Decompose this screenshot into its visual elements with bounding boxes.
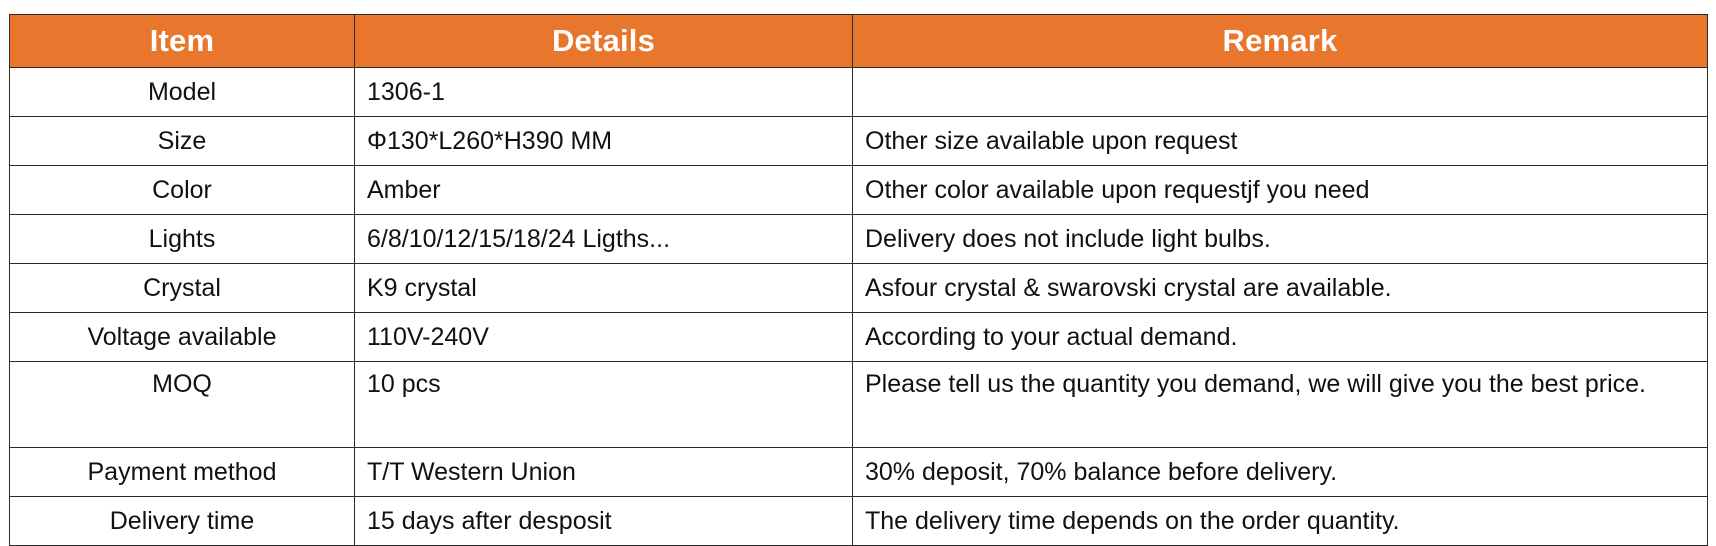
- cell-details: Φ130*L260*H390 MM: [355, 117, 853, 166]
- cell-details: 1306-1: [355, 68, 853, 117]
- cell-remark: The delivery time depends on the order quantity.: [853, 497, 1708, 546]
- cell-remark: According to your actual demand.: [853, 313, 1708, 362]
- cell-item: Crystal: [10, 264, 355, 313]
- cell-item: Payment method: [10, 448, 355, 497]
- cell-remark: [853, 68, 1708, 117]
- cell-details: K9 crystal: [355, 264, 853, 313]
- cell-item: Size: [10, 117, 355, 166]
- table-header-row: [10, 15, 1708, 68]
- table-header: [10, 15, 1708, 68]
- table-row: [10, 68, 1708, 117]
- cell-item: Color: [10, 166, 355, 215]
- cell-details: 15 days after desposit: [355, 497, 853, 546]
- cell-remark: Please tell us the quantity you demand, we will give you the best price.: [853, 362, 1708, 448]
- table-body: [10, 68, 1708, 546]
- cell-item: MOQ: [10, 362, 355, 448]
- cell-details: T/T Western Union: [355, 448, 853, 497]
- table-row: [10, 497, 1708, 546]
- column-header-remark: Remark: [853, 15, 1708, 68]
- cell-details: Amber: [355, 166, 853, 215]
- cell-remark: Asfour crystal & swarovski crystal are available.: [853, 264, 1708, 313]
- table-row: [10, 264, 1708, 313]
- cell-remark: 30% deposit, 70% balance before delivery.: [853, 448, 1708, 497]
- cell-remark: Other size available upon request: [853, 117, 1708, 166]
- cell-item: Delivery time: [10, 497, 355, 546]
- cell-item: Voltage available: [10, 313, 355, 362]
- table-row: [10, 117, 1708, 166]
- column-header-item: Item: [10, 15, 355, 68]
- column-header-details: Details: [355, 15, 853, 68]
- cell-details: 6/8/10/12/15/18/24 Ligths...: [355, 215, 853, 264]
- cell-details: 110V-240V: [355, 313, 853, 362]
- table-row: [10, 166, 1708, 215]
- product-specification-table: [9, 14, 1708, 546]
- cell-details: 10 pcs: [355, 362, 853, 448]
- cell-remark: Delivery does not include light bulbs.: [853, 215, 1708, 264]
- table-row: [10, 448, 1708, 497]
- cell-item: Model: [10, 68, 355, 117]
- cell-remark: Other color available upon requestjf you need: [853, 166, 1708, 215]
- table-row: [10, 215, 1708, 264]
- table-row: [10, 313, 1708, 362]
- cell-item: Lights: [10, 215, 355, 264]
- table-row: [10, 362, 1708, 448]
